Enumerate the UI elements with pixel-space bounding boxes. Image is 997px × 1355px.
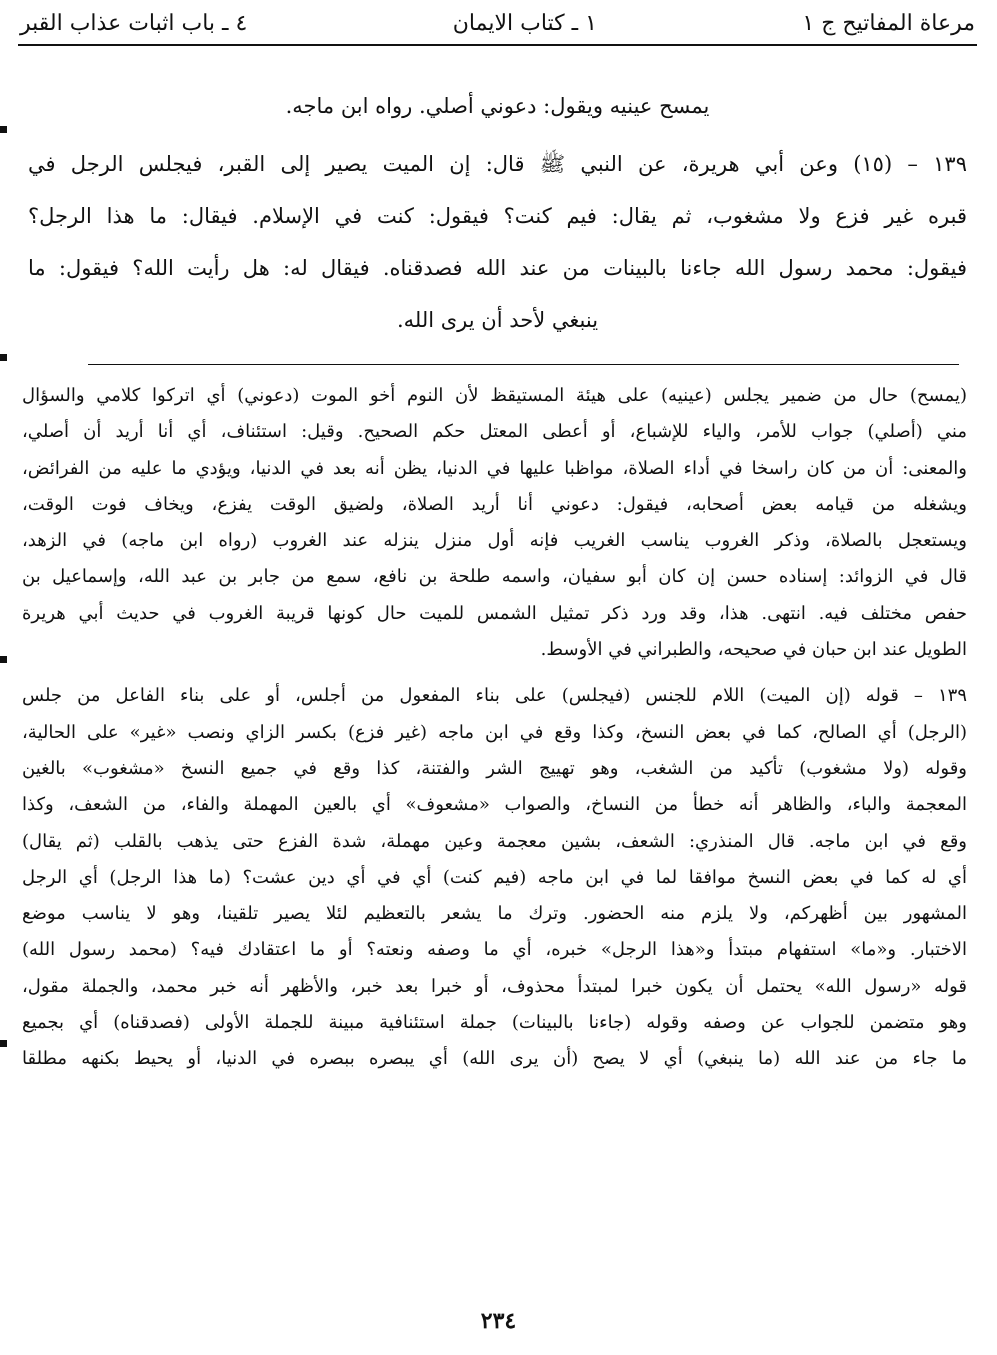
header-book-section: ١ ـ كتاب الايمان — [452, 10, 597, 36]
header-chapter: ٤ ـ باب اثبات عذاب القبر — [20, 10, 248, 36]
page-number: ٢٣٤ — [480, 1308, 517, 1334]
commentary-line: مني (أصلي) جواب للأمر، والياء للإشباع، أو أعطى المعتل حكم الصحيح. وقيل: استئناف، أي أنا أريد أن أصلي، — [22, 421, 967, 443]
commentary-line: الاختبار. و«ما» استفهام مبتدأ و«هذا الرجل» خبره، أي ما وصفه ونعته؟ أو ما اعتقادك فيه؟ (محمد رسول الله) — [22, 939, 967, 961]
commentary-line: ١٣٩ – قوله (إن الميت) اللام للجنس (فيجلس) على بناء المفعول من أجلس، أو على بناء الفاعل من جلس — [22, 685, 967, 707]
hadith-line: ينبغي لأحد أن يرى الله. — [396, 308, 599, 332]
hadith-line: قبره غير فزع ولا مشغوب، ثم يقال: فيم كنت؟ فيقول: كنت في الإسلام. فيقال: ما هذا الرجل؟ — [28, 204, 967, 228]
hadith-line: ١٣٩ – (١٥) وعن أبي هريرة، عن النبي ﷺ قال: إن الميت يصير إلى القبر، فيجلس الرجل في — [28, 152, 967, 176]
commentary-line: حفص مختلف فيه. انتهى. هذا، وقد ورد ذكر تمثيل الشمس للميت حال كونها قريبة الغروب في حديث أبي هريرة — [22, 602, 967, 624]
commentary-line: أي له كما في بعض النسخ موافقا لما في ابن ماجه (فيم كنت) أي في أي دين عشت؟ (ما هذا الرجل) أي الرجل — [22, 866, 967, 888]
margin-mark — [0, 354, 7, 361]
section-divider — [88, 364, 959, 365]
commentary-line: (الرجل) أي الصالح، كما في بعض النسخ، وكذا وقع في ابن ماجه (غير فزع) بكسر الزاي ونصب «غير» على الحالية، — [22, 721, 967, 743]
commentary-line: المشهور بين أظهركم، ولا يلزم منه الحضور. وترك ما يشعر بالتعظيم لئلا يصير تلقينا، وهو لا يناسب موضع — [22, 903, 967, 925]
header-rule — [18, 44, 977, 46]
commentary-line: والمعنى: أن من كان راسخا في أداء الصلاة، مواظبا عليها في الدنيا، يظن أنه بعد في الدنيا، ويؤدي ما عليه من الفرائض، — [22, 457, 967, 479]
commentary-line: المعجمة والباء، والظاهر أنه خطأ من النساخ، والصواب «مشعوف» أي بالعين المهملة والفاء، من الشعف، وكذا — [22, 794, 967, 816]
commentary-line: وهو متضمن للجواب عن وصفه وقوله (جاءنا بالبينات) جملة استئنافية مبينة للجملة الأولى (فصدقناه) أي بجميع — [22, 1012, 967, 1034]
hadith-line: يمسح عينيه ويقول: دعوني أصلي. رواه ابن ماجه. — [285, 94, 710, 118]
commentary-line: قال في الزوائد: إسناده حسن إن كان أبو سفيان، واسمه طلحة بن نافع، سمع من جابر بن عبد الله، وإسماعيل بن — [22, 566, 967, 588]
commentary-line: (يمسح) حال من ضمير يجلس (عينيه) على هيئة المستيقظ لأن النوم أخو الموت (دعوني) أي اتركوا كلامي والسؤال — [22, 385, 967, 406]
hadith-text — [28, 80, 967, 346]
margin-mark — [0, 126, 7, 133]
commentary-text — [22, 378, 967, 1078]
commentary-line: وقع في ابن ماجه. قال المنذري: الشعف، بشين معجمة وعين مهملة، شدة الفزع حتى يذهب بالقلب (ثم يقال) — [22, 830, 967, 852]
margin-mark — [0, 1040, 7, 1047]
commentary-line: وقوله (ولا مشغوب) تأكيد من الشغب، وهو تهييج الشر والفتنة، كذا وقع في جميع النسخ «مشغوب» بالغين — [22, 757, 967, 779]
hadith-line: فيقول: محمد رسول الله جاءنا بالبينات من عند الله فصدقناه. فيقال له: هل رأيت الله؟ فيقول: ما — [28, 256, 967, 280]
commentary-line: الطويل عند ابن حبان في صحيحه، والطبراني في الأوسط. — [540, 639, 967, 661]
commentary-line: قوله «رسول الله» يحتمل أن يكون خبرا لمبتدأ محذوف، أو خبرا بعد خبر، والأظهر أنه خبر محمد، والجملة مقول، — [22, 975, 967, 997]
commentary-line: ويشغله من قيامه بعض أصحابه، فيقول: دعوني أنا أريد الصلاة، ولضيق الوقت يفزع، ويخاف فوت الوقت، — [22, 493, 967, 515]
margin-mark — [0, 656, 7, 663]
running-header — [20, 8, 975, 38]
header-book-volume: مرعاة المفاتيح ج ١ — [802, 10, 975, 36]
commentary-line: ويستعجل بالصلاة، وذكر الغروب يناسب الغريب فإنه أول منزل ينزله عند الغروب (رواه ابن ماجه) في الزهد، — [22, 530, 967, 552]
commentary-line: ما جاء من عند الله (ما ينبغي) أي لا يصح (أن يرى الله) أي يبصره ببصره في الدنيا، أو يحيط بكنهه مطلقا — [22, 1048, 967, 1070]
